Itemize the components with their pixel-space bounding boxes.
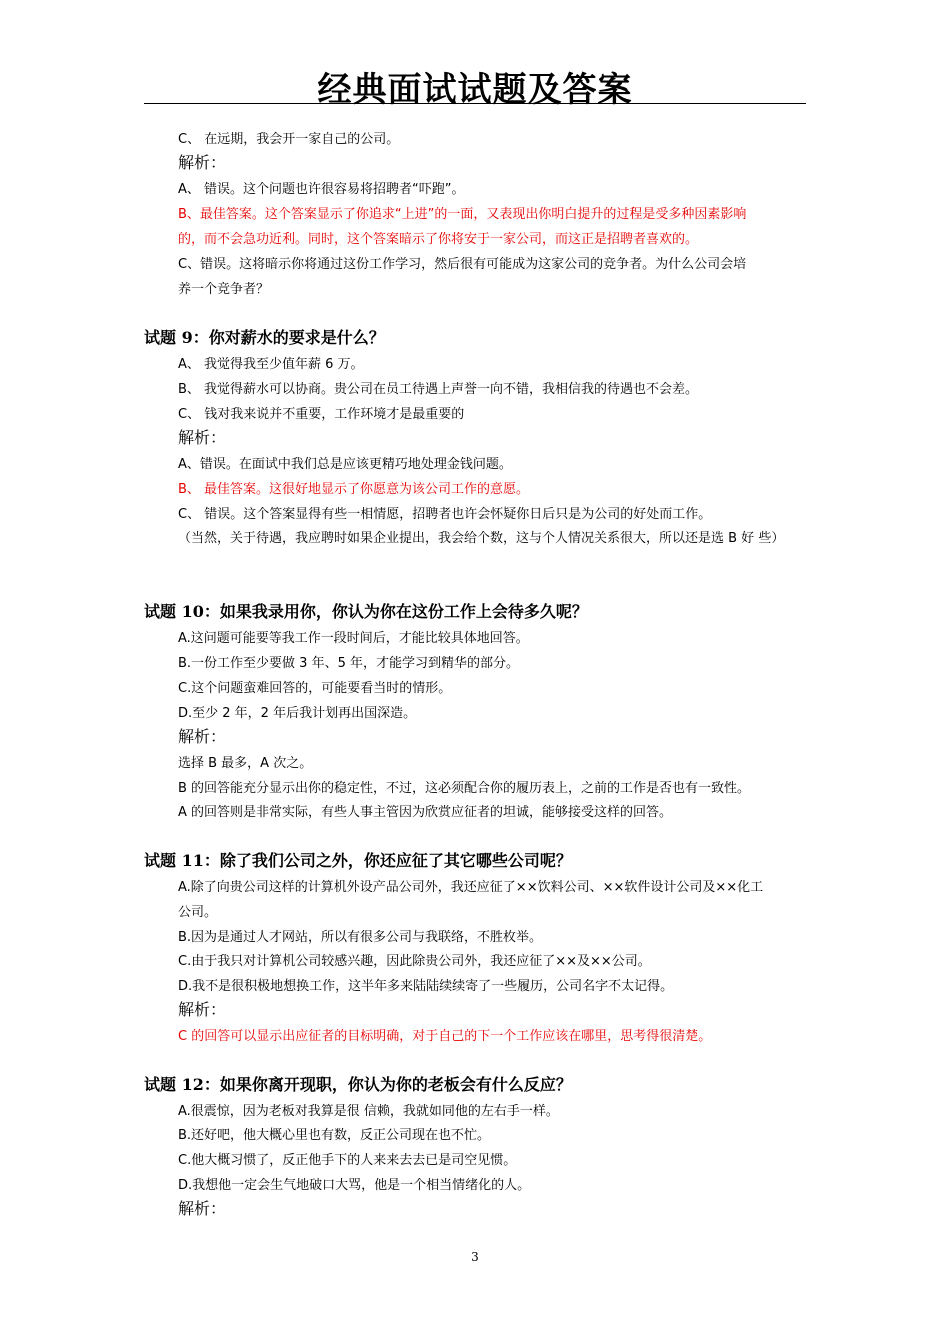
q9-analysis-c: C、 错误。这个答案显得有些一相情愿，招聘者也许会怀疑你日后只是为公司的好处而工作。 — [178, 507, 712, 522]
q9-analysis-label: 解析： — [178, 428, 227, 447]
q9-heading: 试题 9：你对薪水的要求是什么？ — [144, 328, 385, 347]
q11-analysis: C 的回答可以显示出应征者的目标明确，对于自己的下一个工作应该在哪里，思考得很清楚。 — [178, 1029, 712, 1044]
q11-heading: 试题 11：除了我们公司之外，你还应征了其它哪些公司呢？ — [144, 851, 572, 870]
q11-option-a-line2: 公司。 — [178, 905, 218, 920]
q10-option-d: D.至少 2 年，2 年后我计划再出国深造。 — [178, 706, 417, 721]
q8-analysis-c-line2: 养一个竞争者？ — [178, 282, 270, 297]
q10-heading: 试题 10：如果我录用你，你认为你在这份工作上会待多久呢？ — [144, 602, 588, 621]
q11-option-b: B.因为是通过人才网站，所以有很多公司与我联络，不胜枚举。 — [178, 930, 543, 945]
q8-analysis-label: 解析： — [178, 153, 227, 172]
q12-analysis-label: 解析： — [178, 1199, 227, 1218]
q10-option-a: A.这问题可能要等我工作一段时间后，才能比较具体地回答。 — [178, 631, 529, 646]
q9-analysis-a: A、错误。在面试中我们总是应该更精巧地处理金钱问题。 — [178, 457, 512, 472]
q9-option-b: B、 我觉得薪水可以协商。贵公司在员工待遇上声誉一向不错，我相信我的待遇也不会差。 — [178, 382, 699, 397]
q8-option-c: C、 在远期，我会开一家自己的公司。 — [178, 132, 400, 147]
page-number: 3 — [471, 1250, 479, 1264]
q10-analysis-3: A 的回答则是非常实际，有些人事主管因为欣赏应征者的坦诚，能够接受这样的回答。 — [178, 805, 673, 820]
q12-option-b: B.还好吧，他大概心里也有数，反正公司现在也不忙。 — [178, 1128, 491, 1143]
q12-option-a: A.很震惊，因为老板对我算是很 信赖，我就如同他的左右手一样。 — [178, 1104, 559, 1119]
q10-analysis-2: B 的回答能充分显示出你的稳定性，不过，这必须配合你的履历表上，之前的工作是否也有一致性。 — [178, 781, 751, 796]
q12-option-d: D.我想他一定会生气地破口大骂，他是一个相当情绪化的人。 — [178, 1178, 531, 1193]
q8-analysis-a: A、 错误。这个问题也许很容易将招聘者“吓跑”。 — [178, 182, 465, 197]
q8-analysis-b-line2: 的，而不会急功近利。同时，这个答案暗示了你将安于一家公司，而这正是招聘者喜欢的。 — [178, 232, 699, 247]
page-title: 经典面试试题及答案 — [317, 70, 633, 110]
title-underline — [144, 103, 806, 104]
q11-option-c: C.由于我只对计算机公司较感兴趣，因此除贵公司外，我还应征了××及××公司。 — [178, 954, 651, 969]
q12-option-c: C.他大概习惯了，反正他手下的人来来去去已是司空见惯。 — [178, 1153, 517, 1168]
q9-note: （当然，关于待遇，我应聘时如果企业提出，我会给个数，这与个人情况关系很大，所以还是选 B 好 些） — [178, 531, 785, 546]
q11-option-a-line1: A.除了向贵公司这样的计算机外设产品公司外，我还应征了××饮料公司、××软件设计公司及××化工 — [178, 880, 764, 895]
q9-option-c: C、 钱对我来说并不重要，工作环境才是最重要的 — [178, 407, 465, 422]
q8-analysis-b-line1: B、最佳答案。这个答案显示了你追求“上进”的一面，又表现出你明白提升的过程是受多种因素影响 — [178, 207, 747, 222]
q10-option-b: B.一份工作至少要做 3 年、5 年，才能学习到精华的部分。 — [178, 656, 519, 671]
q10-option-c: C.这个问题蛮难回答的，可能要看当时的情形。 — [178, 681, 452, 696]
q11-option-d: D.我不是很积极地想换工作，这半年多来陆陆续续寄了一些履历，公司名字不太记得。 — [178, 979, 674, 994]
q10-analysis-label: 解析： — [178, 727, 227, 746]
q9-analysis-b: B、 最佳答案。这很好地显示了你愿意为该公司工作的意愿。 — [178, 482, 530, 497]
q12-heading: 试题 12：如果你离开现职，你认为你的老板会有什么反应？ — [144, 1075, 572, 1094]
q10-analysis-1: 选择 B 最多，A 次之。 — [178, 756, 313, 771]
q9-option-a: A、 我觉得我至少值年薪 6 万。 — [178, 357, 364, 372]
q11-analysis-label: 解析： — [178, 1000, 227, 1019]
q8-analysis-c-line1: C、错误。这将暗示你将通过这份工作学习，然后很有可能成为这家公司的竞争者。为什么公司会培 — [178, 257, 747, 272]
